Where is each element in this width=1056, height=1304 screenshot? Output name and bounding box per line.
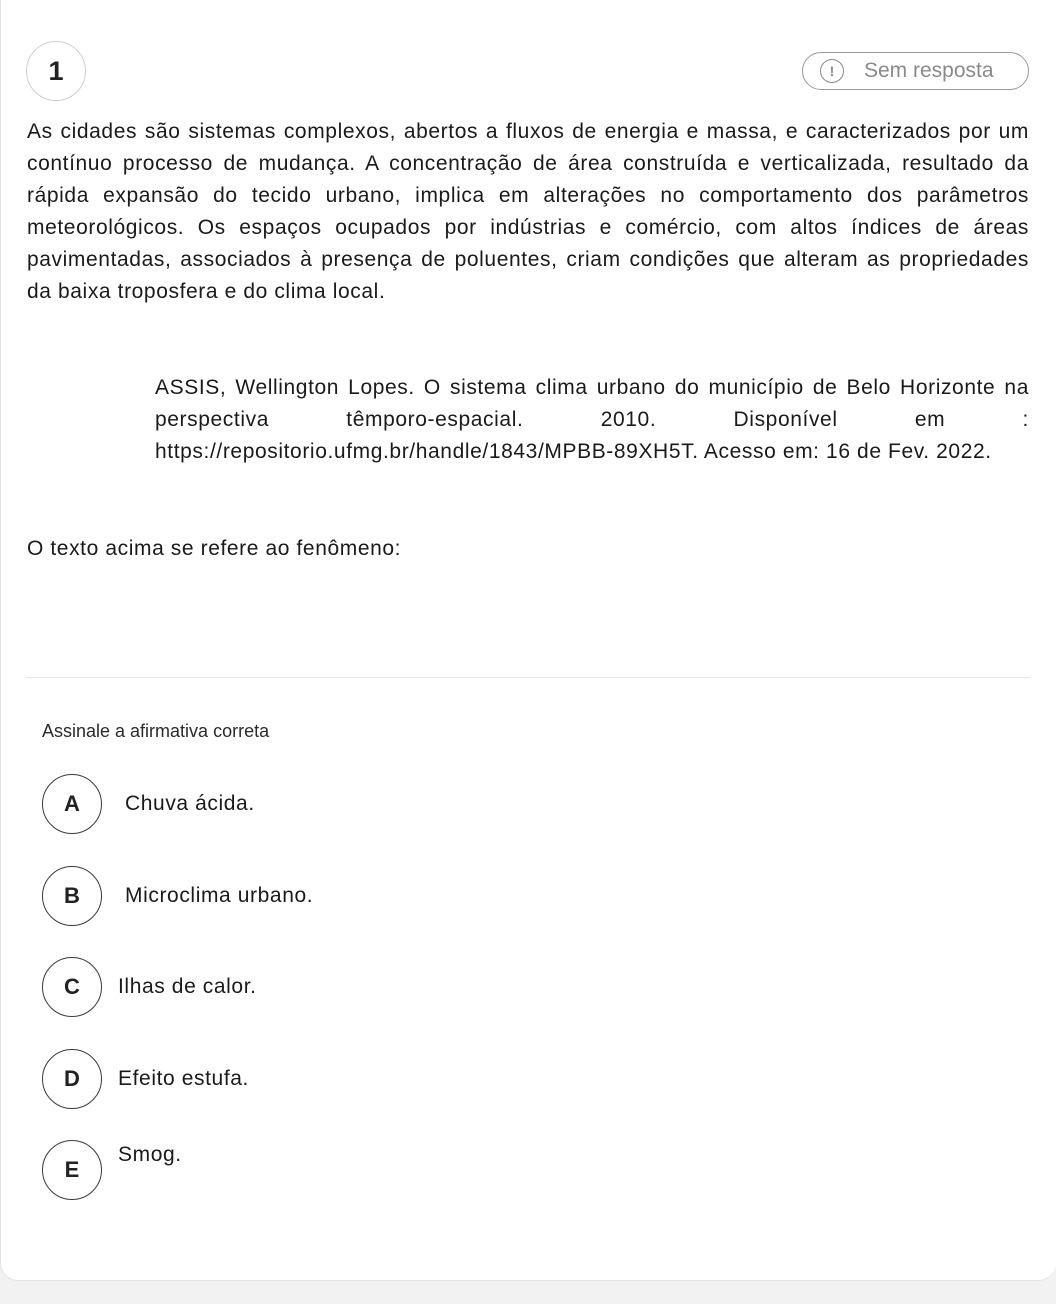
- option-text[interactable]: Smog.: [118, 1143, 182, 1166]
- divider: [27, 677, 1029, 678]
- option-text[interactable]: Ilhas de calor.: [118, 975, 257, 998]
- citation: ASSIS, Wellington Lopes. O sistema clima urbano do município de Belo Horizonte na perspectiva têmporo-espacial. 2010. Disponível em : https://repositorio.ufmg.br/handle/1843/MPBB-89XH5T. Acesso em: 16 de Fev. 2022.: [155, 376, 1029, 463]
- option-letter[interactable]: C: [42, 957, 102, 1017]
- question-number: 1: [26, 41, 86, 101]
- option-letter[interactable]: E: [42, 1140, 102, 1200]
- option-text[interactable]: Chuva ácida.: [125, 792, 255, 815]
- option-b[interactable]: [42, 866, 1002, 926]
- exclamation-circle-icon: !: [820, 59, 844, 83]
- option-e[interactable]: [42, 1140, 1002, 1200]
- option-letter[interactable]: D: [42, 1049, 102, 1109]
- question-text: As cidades são sistemas complexos, abertos a fluxos de energia e massa, e caracterizados por um contínuo processo de mudança. A concentração de área construída e verticalizada, resultado da rápida expansão do tecido urbano, implica em alterações no comportamento dos parâmetros meteorológicos. Os espaços ocupados por indústrias e comércio, com altos índices de áreas pavimentadas, associados à presença de poluentes, criam condições que alteram as propriedades da baixa troposfera e do clima local.: [27, 120, 1029, 303]
- option-letter[interactable]: B: [42, 866, 102, 926]
- answer-instruction: Assinale a afirmativa correta: [42, 721, 270, 741]
- option-d[interactable]: [42, 1049, 1002, 1109]
- option-text[interactable]: Microclima urbano.: [125, 884, 314, 907]
- status-badge: [802, 52, 1029, 90]
- option-text[interactable]: Efeito estufa.: [118, 1067, 249, 1090]
- option-c[interactable]: [42, 957, 1002, 1017]
- option-letter[interactable]: A: [42, 774, 102, 834]
- option-a[interactable]: [42, 774, 1002, 834]
- status-label: Sem resposta: [864, 59, 994, 82]
- question-prompt: O texto acima se refere ao fenômeno:: [27, 537, 402, 560]
